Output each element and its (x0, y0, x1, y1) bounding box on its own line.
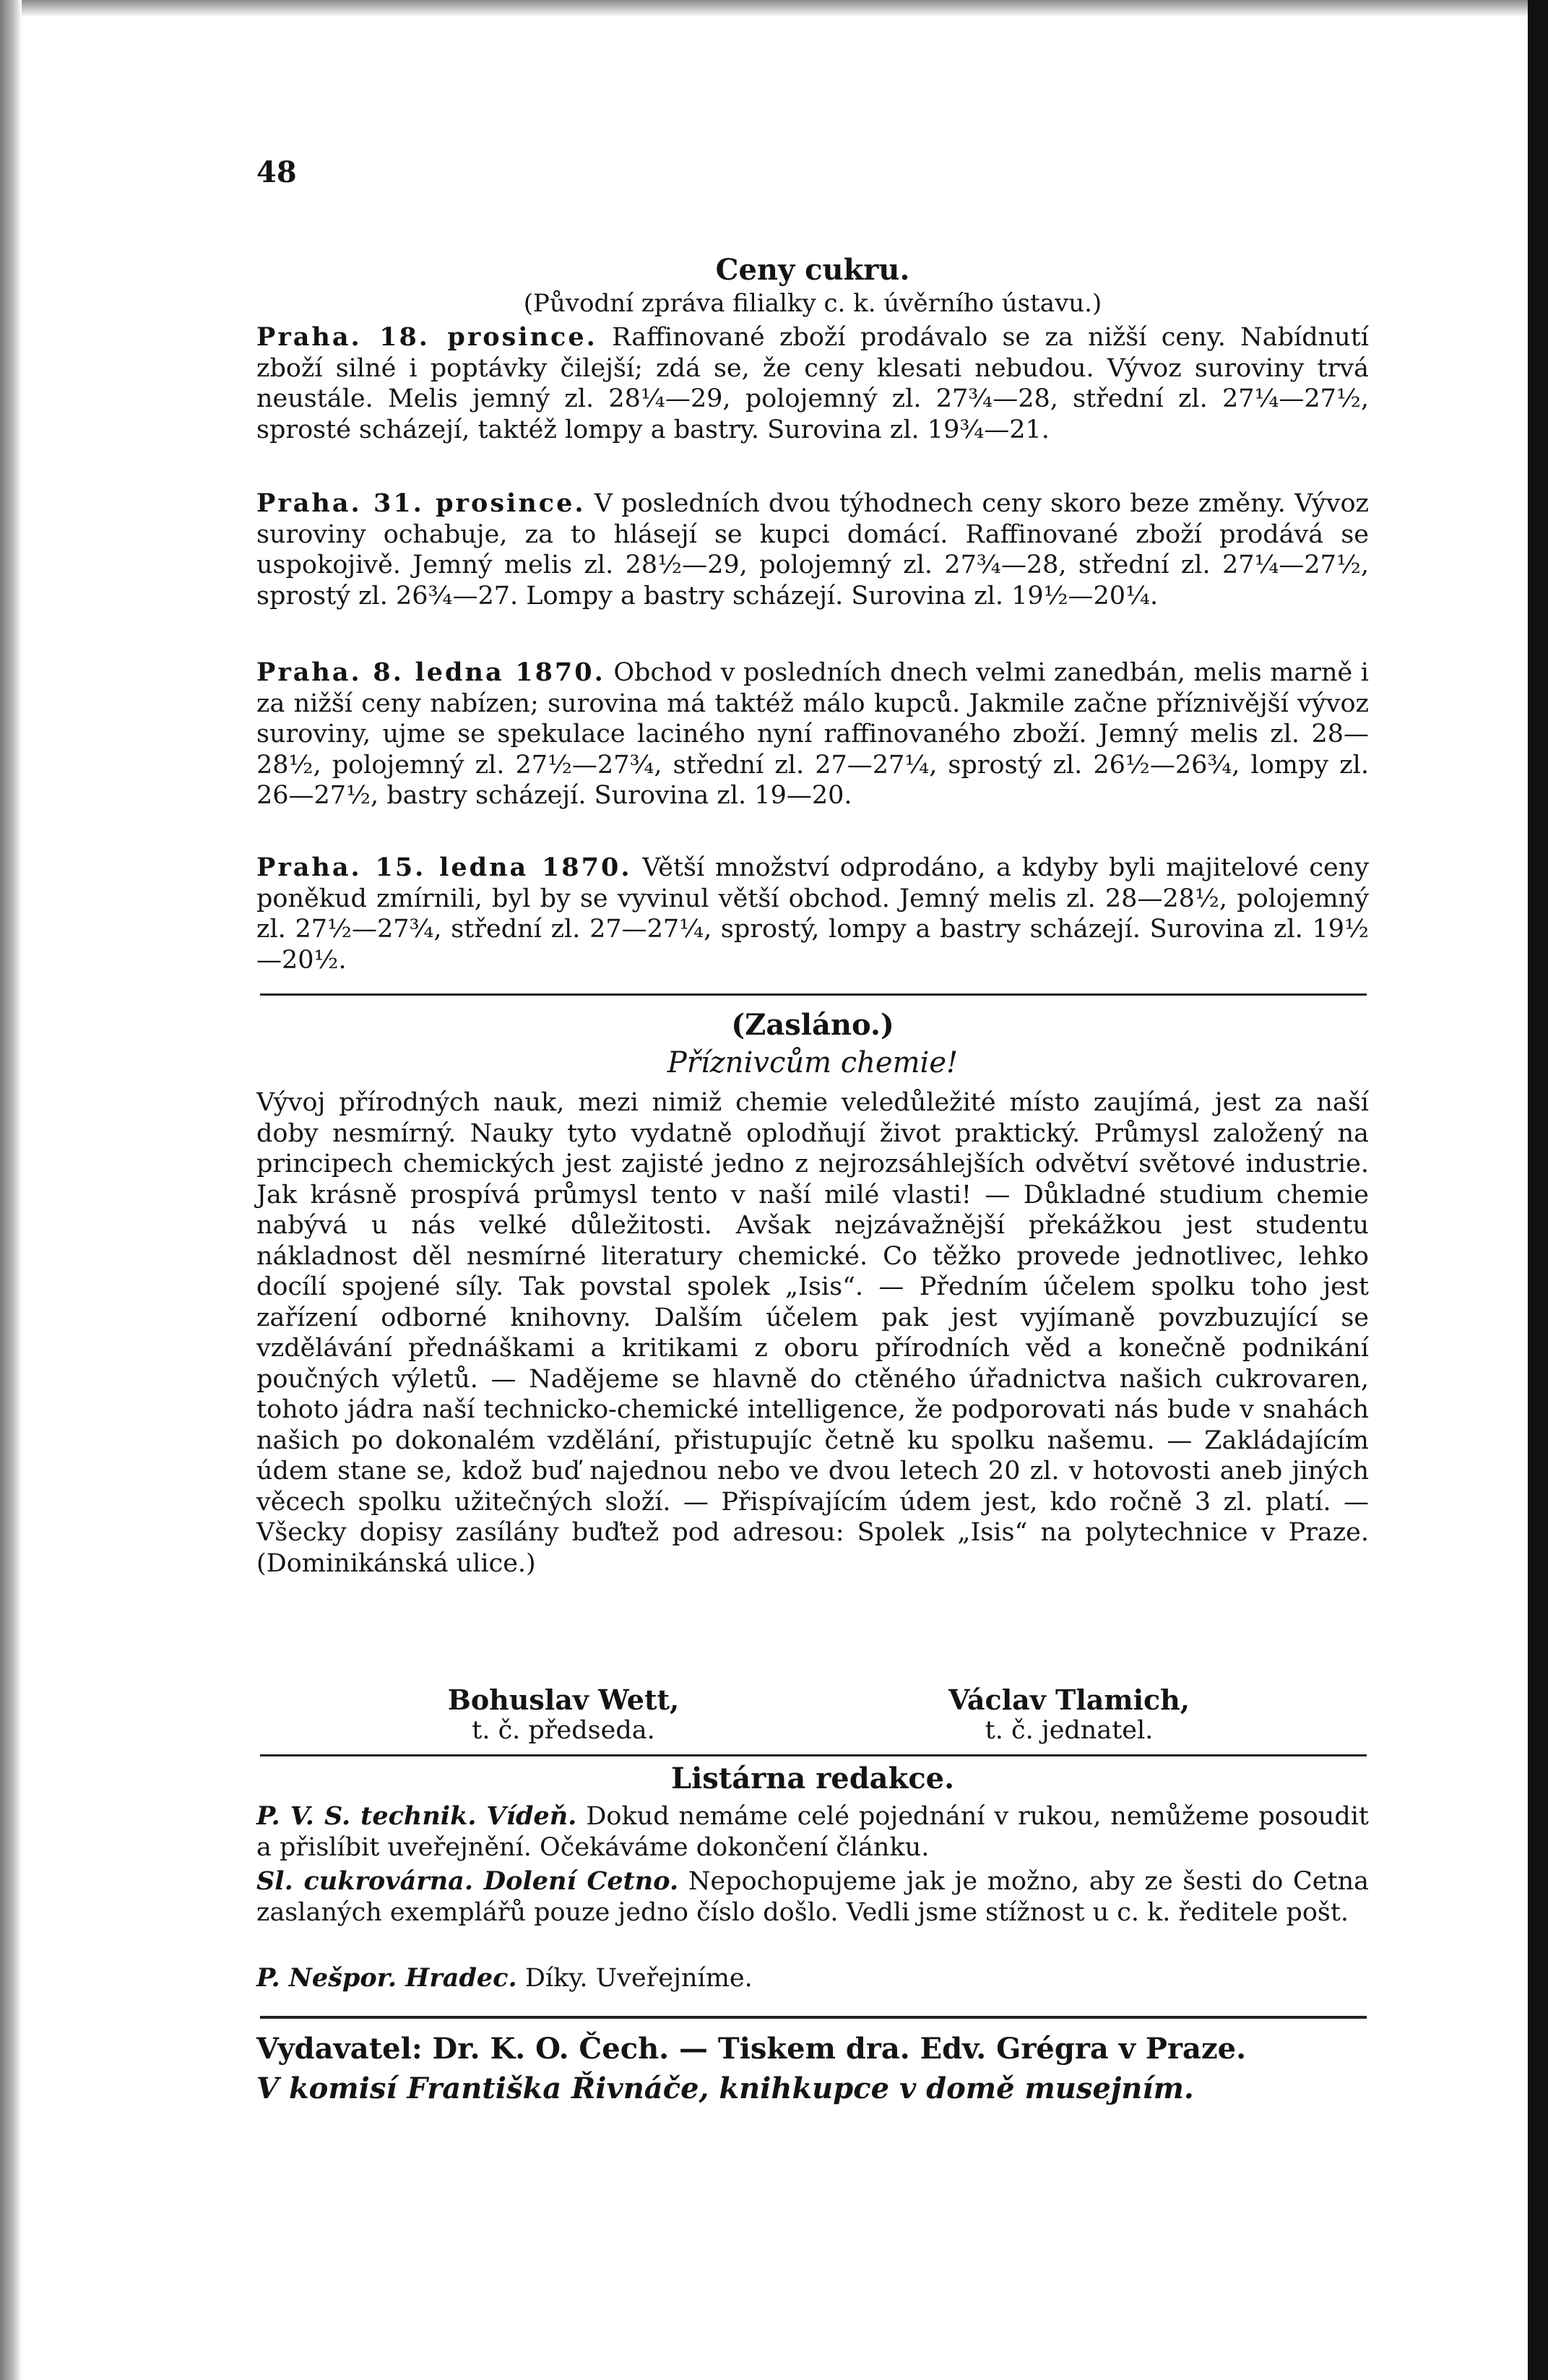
footer-commission: V komisí Františka Řivnáče, knihkupce v domě musejním. (256, 2071, 1194, 2105)
price-entry (256, 853, 1369, 975)
letters-title: Listárna redakce. (670, 1762, 955, 1795)
letter-item (256, 1963, 1369, 1994)
signer-left (405, 1683, 722, 1745)
signer-role: t. č. předseda. (472, 1716, 655, 1745)
price-entry-lead: Praha. 18. prosince. (256, 322, 597, 352)
price-entry (256, 322, 1369, 445)
letter-item (256, 1866, 1369, 1928)
price-entry-lead: Praha. 15. ledna 1870. (256, 853, 632, 882)
section-divider (260, 1754, 1367, 1756)
notice-label: (Zasláno.) (731, 1008, 894, 1042)
price-entry (256, 657, 1369, 811)
signer-name: Bohuslav Wett, (447, 1683, 680, 1716)
letter-addressee: Sl. cukrovárna. Dolení Cetno. (256, 1866, 679, 1896)
letter-addressee: P. Nešpor. Hradec. (256, 1963, 517, 1993)
letter-text: Dokud nemáme celé pojednání v rukou, nemůžeme posoudit a přislíbit uveřejnění. Očekáváme dokončení článku. (256, 1802, 1369, 1862)
section-divider (260, 993, 1367, 996)
scan-left-edge (0, 0, 22, 2380)
price-entry-lead: Praha. 31. prosince. (256, 488, 586, 518)
footer-divider (260, 2016, 1367, 2019)
letter-item (256, 1801, 1369, 1863)
price-entry-text: Obchod v posledních dnech velmi zanedbán, melis marně i za nižší ceny nabízen; surovina má taktéž málo kupců. Jakmile začne příznivější vývoz suroviny, ujme se spekulace laciného nyní raffinovaného zboží. Jemný melis zl. 28—28½, polojemný zl. 27½—27¾, střední zl. 27—27¼, sprostý zl. 26½—26¾, lompy zl. 26—27½, bastry scházejí. Surovina zl. 19—20. (256, 658, 1369, 810)
prices-title: Ceny cukru. (715, 253, 910, 287)
prices-source: (Původní zpráva filialky c. k. úvěrního ústavu.) (523, 289, 1102, 318)
notice-title: Příznivcům chemie! (667, 1046, 959, 1079)
signer-right (888, 1683, 1250, 1745)
price-entry (256, 488, 1369, 611)
signer-name: Václav Tlamich, (948, 1683, 1190, 1716)
price-entry-lead: Praha. 8. ledna 1870. (256, 657, 605, 687)
scan-top-edge (0, 0, 1548, 17)
price-entry-text: Větší množství odprodáno, a kdyby byli majitelové ceny poněkud zmírnili, byl by se vyvinul větší obchod. Jemný melis zl. 28—28½, polojemný zl. 27½—27¾, střední zl. 27—27¼, sprostý, lompy a bastry scházejí. Surovina zl. 19½—20½. (256, 853, 1369, 975)
signer-role: t. č. jednatel. (985, 1716, 1154, 1745)
notice-body: Vývoj přírodných nauk, mezi nimiž chemie veledůležité místo zaujímá, jest za naší doby nesmírný. Nauky tyto vydatně oplodňují život praktický. Průmysl založený na principech chemických jest zajisté jedno z nejrozsáhlejších odvětví světové industrie. Jak krásně prospívá průmysl tento v naší milé vlasti! — Důkladné studium chemie nabývá u nás velké důležitosti. Avšak nejzávažnější překážkou jest studentu nákladnost děl nesmírné literatury chemické. Co těžko provede jednotlivec, lehko docílí spojené síly. Tak povstal spolek „Isis“. — Předním účelem spolku toho jest zařízení odborné knihovny. Dalším účelem pak jest vyjímaně povzbuzující se vzdělávání přednáškami a kritikami z oboru přírodních věd a konečně podnikání poučných výletů. — Nadějeme se hlavně do ctěného úřadnictva našich cukrovaren, tohoto jádra naší technicko-chemické intelligence, že podporovati nás bude v snahách našich po dokonalém vzdělání, přistupujíc četně ku spolku našemu. — Zakládajícím údem stane se, kdož buď najednou nebo ve dvou letech 20 zl. v hotovosti aneb jiných věcech spolku užitečných složí. — Přispívajícím údem jest, kdo ročně 3 zl. platí. — Všecky dopisy zasílány buďtež pod adresou: Spolek „Isis“ na polytechnice v Praze. (Dominikánská ulice.) (256, 1088, 1369, 1578)
price-entry-text: Raffinované zboží prodávalo se za nižší ceny. Nabídnutí zboží silné i poptávky čilejší; zdá se, že ceny klesati nebudou. Vývoz suroviny trvá neustále. Melis jemný zl. 28¼—29, polojemný zl. 27¾—28, střední zl. 27¼—27½, sprosté scházejí, taktéž lompy a bastry. Surovina zl. 19¾—21. (256, 323, 1369, 444)
letter-text: Díky. Uveřejníme. (524, 1964, 753, 1993)
scan-right-edge (1528, 0, 1548, 2380)
footer-publisher: Vydavatel: Dr. K. O. Čech. — Tiskem dra. Edv. Grégra v Praze. (256, 2032, 1247, 2066)
letter-text: Nepochopujeme jak je možno, aby ze šesti do Cetna zaslaných exemplářů pouze jedno číslo došlo. Vedli jsme stížnost u c. k. ředitele pošt. (256, 1867, 1369, 1927)
letter-addressee: P. V. S. technik. Vídeň. (256, 1801, 577, 1831)
page-number: 48 (256, 155, 297, 189)
price-entry-text: V posledních dvou týhodnech ceny skoro beze změny. Vývoz suroviny ochabuje, za to hlásejí se kupci domácí. Raffinované zboží prodává se uspokojivě. Jemný melis zl. 28½—29, polojemný zl. 27¾—28, střední zl. 27¼—27½, sprostý zl. 26¾—27. Lompy a bastry scházejí. Surovina zl. 19½—20¼. (256, 489, 1369, 611)
